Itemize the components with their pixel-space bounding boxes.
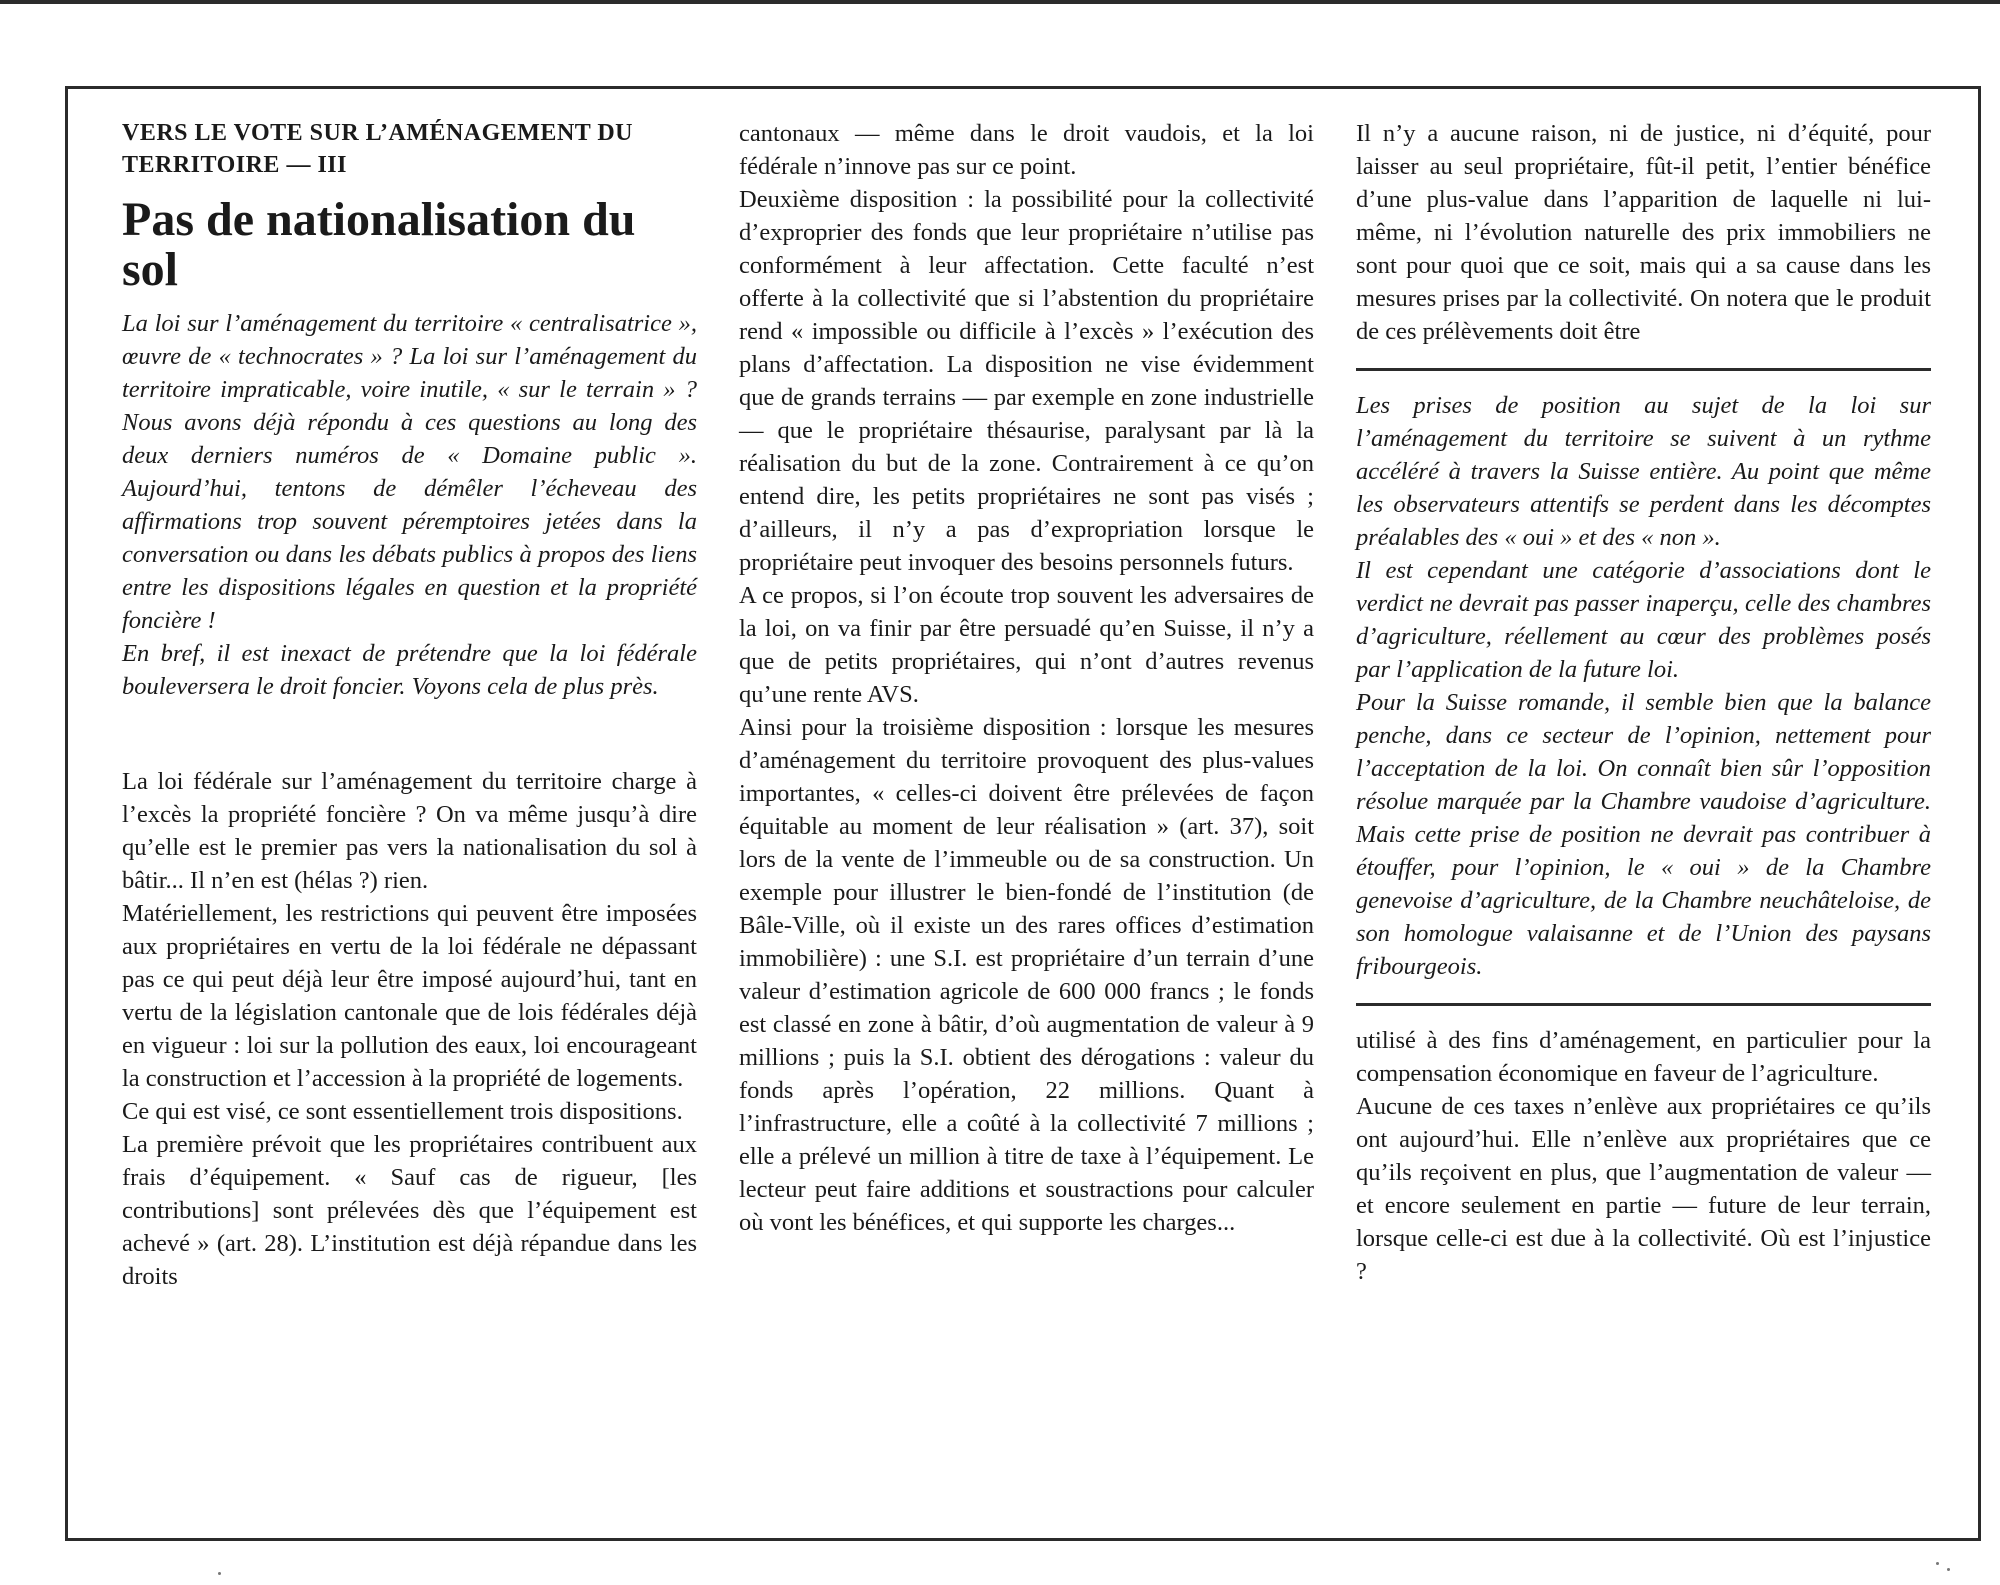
body-paragraph: Deuxième disposition : la possibilité pour la collectivité d’exproprier des fonds que leur propriétaire n’utilise pas conformément à leur affectation. Cette faculté n’est offerte à la collectivité que si l’abstention du propriétaire rend « impossible ou difficile à l’excès » l’exécution des plans d’affectation. La disposition ne vise évidemment que de grands terrains — par exemple en zone industrielle — que le propriétaire thésaurise, paralysant par là la réalisation du but de la zone. Contrairement à ce qu’on entend dire, les petits propriétaires ne sont pas visés ; d’ailleurs, il n’y a pas d’expropriation lorsque le propriétaire peut invoquer des besoins personnels futurs.	[739, 186, 1314, 576]
inset-paragraph: Il est cependant une catégorie d’associations dont le verdict ne devrait pas passer inaperçu, celle des chambres d’agriculture, réellement au cœur des problèmes posés par l’application de la future loi.	[1356, 557, 1931, 683]
body-paragraph: cantonaux — même dans le droit vaudois, et la loi fédérale n’innove pas sur ce point.	[739, 120, 1314, 180]
inset-box	[1356, 389, 1931, 983]
scan-speck	[1936, 1562, 1939, 1565]
top-border-line	[0, 0, 2000, 4]
column-1	[122, 117, 697, 1293]
inset-top-rule	[1356, 368, 1931, 371]
inset-paragraph: Les prises de position au sujet de la loi sur l’aménagement du territoire se suivent à un rythme accéléré à travers la Suisse entière. Au point que même les observateurs attentifs se perdent dans les décomptes préalables des « oui » et des « non ».	[1356, 392, 1931, 551]
inset-paragraph: Pour la Suisse romande, il semble bien que la balance penche, dans ce secteur de l’opinion, nettement pour l’acceptation de la loi. On connaît bien sûr l’opposition résolue marquée par la Chambre vaudoise d’agriculture. Mais cette prise de position ne devrait pas contribuer à étouffer, pour l’opinion, le « oui » de la Chambre genevoise d’agriculture, de la Chambre neuchâteloise, de son homologue valaisanne et de l’Union des paysans fribourgeois.	[1356, 689, 1931, 980]
body-paragraph: Matériellement, les restrictions qui peuvent être imposées aux propriétaires en vertu de la loi fédérale ne dépassant pas ce qui peut déjà leur être imposé aujourd’hui, tant en vertu de la législation cantonale que de lois fédérales déjà en vigueur : loi sur la pollution des eaux, loi encourageant la construction et l’accession à la propriété de logements.	[122, 900, 697, 1092]
column-3	[1356, 117, 1931, 1288]
spacer	[122, 703, 697, 765]
body-paragraph: Ce qui est visé, ce sont essentiellement trois dispositions.	[122, 1098, 683, 1125]
body-paragraph: Aucune de ces taxes n’enlève aux propriétaires ce qu’ils ont aujourd’hui. Elle n’enlève aux propriétaires que ce qu’ils reçoivent en plus, que l’augmentation de valeur — et encore seulement en partie — future de leur terrain, lorsque celle-ci est due à la collectivité. Où est l’injustice ?	[1356, 1093, 1931, 1285]
body-paragraph: Ainsi pour la troisième disposition : lorsque les mesures d’aménagement du territoire provoquent des plus-values importantes, « celles-ci doivent être prélevées de façon équitable au moment de leur réalisation » (art. 37), soit lors de la vente de l’immeuble ou de sa construction. Un exemple pour illustrer le bien-fondé de l’institution (de Bâle-Ville, où il existe un des rares offices d’estimation immobilière) : une S.I. est propriétaire d’un terrain d’une valeur d’estimation agricole de 600 000 francs ; le fonds est classé en zone à bâtir, d’où augmentation de valeur à 9 millions ; puis la S.I. obtient des dérogations : valeur du fonds après l’opération, 22 millions. Quant à l’infrastructure, elle a coûté à la collectivité 7 millions ; elle a prélevé un million à titre de taxe à l’équipement. Le lecteur peut faire additions et soustractions pour calculer où vont les bénéfices, et qui supporte les charges...	[739, 714, 1314, 1236]
scan-speck	[218, 1572, 221, 1575]
body-paragraph: A ce propos, si l’on écoute trop souvent les adversaires de la loi, on va finir par être persuadé qu’en Suisse, il n’y a que de petits propriétaires, qui n’ont d’autres revenus qu’une rente AVS.	[739, 582, 1314, 708]
body-paragraph: La loi fédérale sur l’aménagement du territoire charge à l’excès la propriété foncière ? On va même jusqu’à dire qu’elle est le premier pas vers la nationalisation du sol à bâtir... Il n’en est (hélas ?) rien.	[122, 768, 697, 894]
body-paragraph: Il n’y a aucune raison, ni de justice, ni d’équité, pour laisser au seul propriétaire, fût-il petit, l’entier bénéfice d’une plus-value dans l’apparition de laquelle ni lui-même, ni l’évolution naturelle des prix immobiliers ne sont pour quoi que ce soit, mais qui a sa cause dans les mesures prises par la collectivité. On notera que le produit de ces prélèvements doit être	[1356, 120, 1931, 345]
scan-speck	[1947, 1568, 1950, 1571]
chapo-paragraph: En bref, il est inexact de prétendre que la loi fédérale bouleversera le droit foncier. Voyons cela de plus près.	[122, 640, 697, 700]
chapo-paragraph: La loi sur l’aménagement du territoire « centralisatrice », œuvre de « technocrates » ? La loi sur l’aménagement du territoire impraticable, voire inutile, « sur le terrain » ? Nous avons déjà répondu à ces questions au long des deux derniers numéros de « Domaine public ». Aujourd’hui, tentons de démêler l’écheveau des affirmations trop souvent péremptoires jetées dans la conversation ou dans les débats publics à propos des liens entre les dispositions légales en question et la propriété foncière !	[122, 310, 697, 634]
article-title: Pas de nationalisation du sol	[122, 193, 636, 296]
column-2	[739, 117, 1314, 1239]
article-chapo	[122, 307, 697, 703]
article-frame	[65, 86, 1981, 1541]
inset-bottom-rule	[1356, 1003, 1931, 1006]
body-paragraph: La première prévoit que les propriétaires contribuent aux frais d’équipement. « Sauf cas de rigueur, [les contributions] sont prélevées dès que l’équipement est achevé » (art. 28). L’institution est déjà répandue dans les droits	[122, 1131, 697, 1290]
body-paragraph: utilisé à des fins d’aménagement, en particulier pour la compensation économique en faveur de l’agriculture.	[1356, 1027, 1931, 1087]
article-kicker: VERS LE VOTE SUR L’AMÉNAGEMENT DU TERRITOIRE — III	[122, 120, 634, 178]
